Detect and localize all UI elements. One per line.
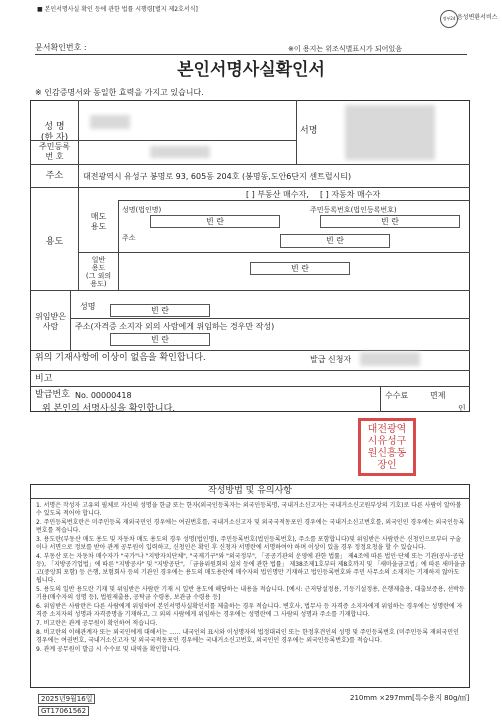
gov24-badge-icon (440, 10, 458, 28)
buyer-id-label: 주민등록번호(법인등록번호) (310, 206, 397, 214)
applicant-signature-redacted (360, 352, 420, 366)
instruction-item: 1. 서명은 작성자 고유의 필체로 자신의 성명을 한글 또는 한자(외국인등록자는 외국인등록명, 국내거소신고자는 국내거소신고원부상의 기호)로 다른 사람이 알아볼 수 있도록 적어야 합니다. (36, 502, 462, 517)
buyer-name-blank: 빈 란 (150, 215, 280, 228)
subtitle: ※ 인감증명서와 동일한 효력을 가지고 있습니다. (35, 88, 204, 97)
instruction-item: 2. 주민등록번호란은 미주민등록 재외국민인 경우에는 여권번호를, 국내거소신고자 및 외국국적동포인 경우에는 국내거소신고번호를, 외국인인 경우에는 외국인등록번호를 적습니다. (36, 519, 465, 534)
paper-size-note: 210mm ×297mm[특수용지 80g/㎡] (350, 694, 470, 702)
delegate-label: 위임받은 사람 (35, 312, 66, 331)
fee-value: 면제 (430, 391, 446, 400)
real-estate-buyer-option: [ ] 부동산 매수자, (246, 190, 309, 199)
buyer-name-label: 성명(법인명) (122, 206, 162, 214)
instruction-item: 4. 부동산 또는 자동차 매수자가 "국가"나 "지방자치단체", "국제기구"와 "외국정부", 「공공기관의 운영에 관한 법률」 제4조에 따른 법인·단체 또는 기관(공사·공단 등), 「지방공기업법」에 따른 "지방공사" 및 "지방공단", 「금융위원회의 설치 등에 관한 법률」 제38조제1호부터 제8호까지 및 「새마을금고법」에 따른 새마을금고(중앙회 포함) 등 은행, 보험회사 등의 기관인 경우에는 용도의 매도용란에 매수자의 법인명만 기재하고 법인등록번호와 주민 사무소의 소재지는 기재하지 않아도 됩니다. (36, 553, 466, 584)
general-usage-label: 일반 용도 (그 외의 용도) (85, 256, 112, 288)
instruction-item: 5. 용도의 일반 용도란 기재 및 위임받은 사람란 기재 시 일반 용도에 해당하는 내용을 적습니다. [예시: 근저당설정용, 기등기설정용, 은행제출용, 대출보증용, 선박등기용(매수자의 성명 등), 법원제출용, 공탁금 수령용, 보관금 수령용 등] (36, 586, 465, 601)
signature-image-redacted (345, 105, 435, 160)
delegate-name-blank: 빈 란 (110, 304, 210, 317)
issue-no-value: No. 00000418 (75, 391, 132, 400)
official-seal-stamp (358, 418, 416, 476)
instruction-item: 7. 비고란은 관계 공무원이 확인하여 적습니다. (36, 620, 158, 627)
badge-label: 정부24 (442, 16, 456, 21)
general-usage-blank: 빈 란 (250, 262, 350, 275)
official-seal-text: 대전광역시유성구원신흥동장인 (367, 424, 407, 471)
fee-label: 수수료 (385, 391, 409, 400)
signature-label: 서명 (300, 126, 318, 136)
issue-no-label: 발급번호 (35, 390, 70, 400)
usage-label: 용도 (45, 237, 64, 247)
remarks-label: 비고 (35, 374, 53, 384)
instruction-item: 8. 비고란의 이해관계자 또는 외국인에게 대해서는 ...... 내국인의 표시와 이성명자의 법정대리인 또는 한정후견인의 성명 및 주민등록번호 (미주민등록 재외국민인 경우에는 여권번호, 국내거소신고자 및 외국국적동포인 경우에는 국내거소신고번호, 외국인인 경우에는 외국인등록번호)를 적습니다. (36, 629, 459, 644)
instruction-item: 9. 관계 공무원이 발급 시 수수료 및 내역을 확인합니다. (36, 646, 181, 653)
doc-confirm-label: 문서확인번호 : (35, 43, 87, 52)
buyer-address-blank: 빈 란 (280, 234, 390, 248)
instructions-list (36, 502, 466, 655)
applicant-label: 발급 신청자 (310, 355, 352, 364)
buyer-id-blank: 빈 란 (320, 215, 460, 228)
issue-date: 2025년9월16일 (38, 694, 95, 704)
verification-text: 위 본인의 서명사실을 확인합니다. (42, 404, 176, 414)
instruction-item: 3. 용도란(부동산 매도 용도 및 자동차 매도 용도의 경우 성명(법인명), 주민등록번호(법인등록번호), 주소를 포함합니다)및 위임받은 사람란은 신청인으로부터 구술이나 서면으로 정보를 받아 관계 공무원이 입력하고, 신청인은 확인 후 신청자 서명란에 서명하여야 하며 이상이 있을 경우 정정요청을 할 수 있습니다. (36, 536, 462, 551)
name-value-redacted (90, 115, 130, 129)
instruction-item: 6. 위임받은 사람란은 다른 사람에게 위임하여 본인서명사실확인서를 제출하는 경우 적습니다. 변호사, 법무사 등 자격증 소지자에게 위임하는 경우에는 성명란에 자격증 소지자의 성명과 자격증명을 기재하고, 그 외의 사람에게 위임하는 경우에는 성명란에 그 사람의 성명과 주소를 기재합니다. (36, 603, 463, 618)
instructions-title: 작성방법 및 유의사항 (208, 486, 292, 496)
name-label: 성 명 (한 자) (40, 122, 69, 143)
page-title: 본인서명사실확인서 (177, 60, 325, 80)
address-label: 주소 (45, 171, 64, 181)
buyer-address-label: 주소 (122, 234, 136, 242)
resident-value-redacted (150, 146, 210, 158)
sale-usage-label: 매도 용도 (90, 212, 107, 231)
serial-code: GT17061562 (38, 706, 89, 716)
resident-label: 주민등록 번 호 (39, 142, 70, 161)
form-reference-note: ■ 본인서명사실 확인 등에 관한 법률 시행령[별지 제2호서식] (37, 6, 198, 13)
delegate-name-label: 성명 (80, 302, 96, 311)
voice-service-label: 음성변환서비스 (457, 14, 498, 21)
seal-mark: 인 (458, 404, 466, 413)
delegate-address-label: 주소(자격증 소지자 외의 사람에게 위임하는 경우만 작성) (75, 322, 275, 331)
confirm-statement: 위의 기재사항에 이상이 없음을 확인합니다. (35, 353, 206, 363)
car-buyer-option: [ ] 자동차 매수자 (320, 190, 381, 199)
watermark-note: ※이 용지는 위조식별표시가 되어있음 (288, 45, 402, 53)
delegate-address-blank: 빈 란 (110, 333, 210, 346)
address-value: 대전광역시 유성구 봉명로 93, 605동 204호 (봉명동,도안6단지 센트럴시티) (83, 172, 352, 181)
